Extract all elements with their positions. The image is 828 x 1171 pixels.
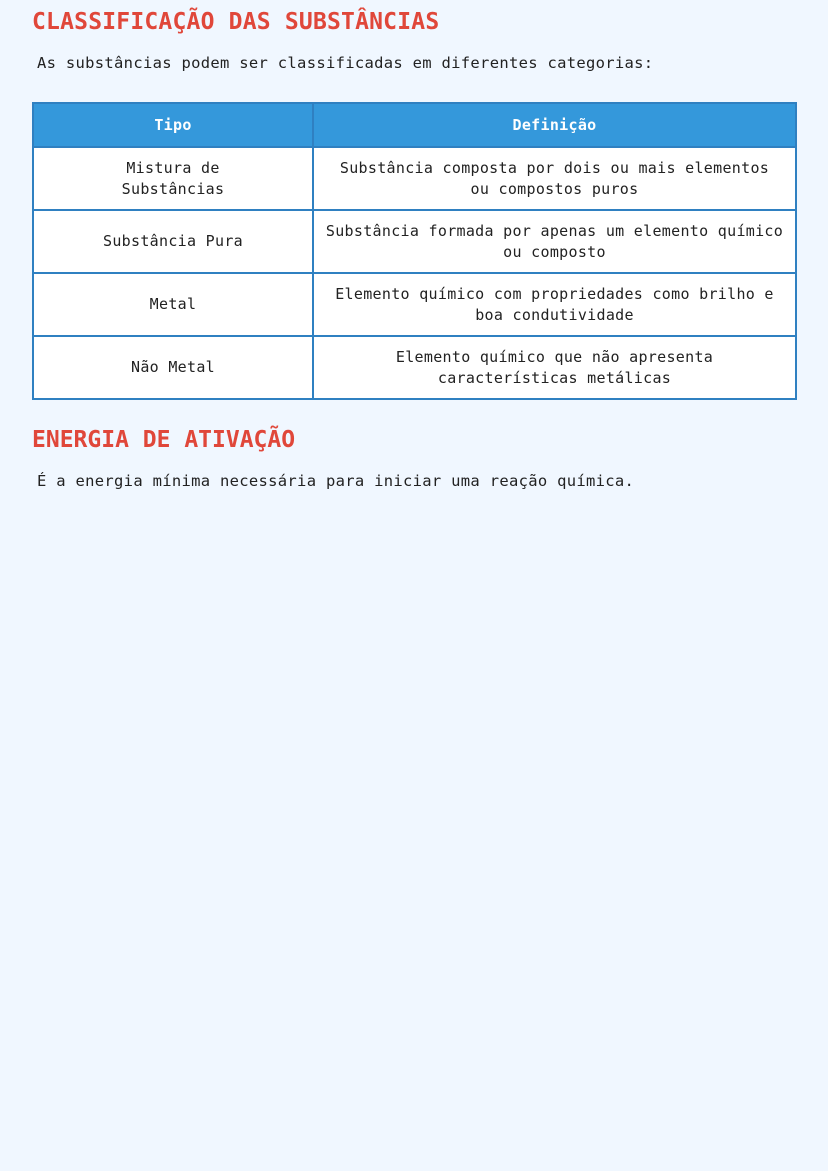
table-row bbox=[33, 147, 796, 210]
section-title-energia: ENERGIA DE ATIVAÇÃO bbox=[32, 427, 296, 453]
energia-text: É a energia mínima necessária para iniciar uma reação química. bbox=[37, 472, 635, 490]
header-definicao: Definição bbox=[313, 103, 796, 147]
cell-definicao: Elemento químico com propriedades como brilho e boa condutividade bbox=[313, 273, 796, 336]
cell-tipo: Não Metal bbox=[33, 336, 313, 399]
intro-text: As substâncias podem ser classificadas em diferentes categorias: bbox=[37, 54, 654, 72]
cell-definicao: Substância formada por apenas um elemento químico ou composto bbox=[313, 210, 796, 273]
cell-tipo: Metal bbox=[33, 273, 313, 336]
cell-definicao: Substância composta por dois ou mais elementos ou compostos puros bbox=[313, 147, 796, 210]
section-title-classificacao: CLASSIFICAÇÃO DAS SUBSTÂNCIAS bbox=[32, 9, 440, 35]
header-tipo: Tipo bbox=[33, 103, 313, 147]
table-row bbox=[33, 336, 796, 399]
table-row bbox=[33, 273, 796, 336]
cell-tipo: Mistura de Substâncias bbox=[33, 147, 313, 210]
classification-table bbox=[32, 102, 797, 400]
cell-definicao: Elemento químico que não apresenta características metálicas bbox=[313, 336, 796, 399]
table-row bbox=[33, 210, 796, 273]
cell-tipo: Substância Pura bbox=[33, 210, 313, 273]
table-header-row bbox=[33, 103, 796, 147]
document-page bbox=[0, 0, 828, 492]
